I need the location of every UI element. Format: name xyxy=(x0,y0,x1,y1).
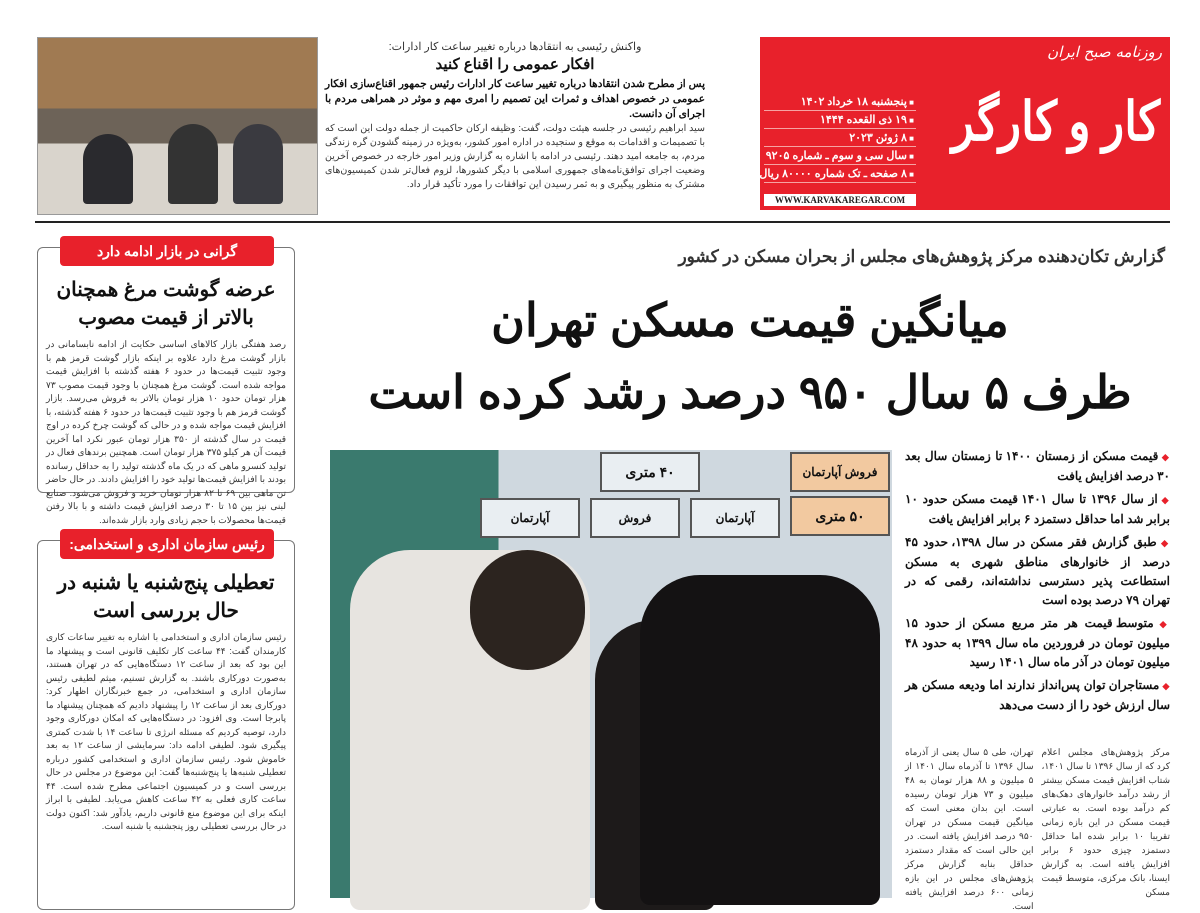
newspaper-logo: کار و کارگر xyxy=(951,92,1160,152)
top-story xyxy=(325,40,705,216)
chicken-price-story xyxy=(37,243,295,525)
body-column: مرکز پژوهش‌های مجلس اعلام کرد که از سال ۱۳۹۶ تا سال ۱۴۰۱، شتاب افزایش قیمت مسکن بیشتر از رشد درآمد خانوارهای دهک‌های کم درآمد بوده است. به عبارتی قیمت مسکن در این بازه زمانی تقریبا ۱۰ برابر شده اما حداقل دستمزد چیزی حدود ۶ برابر افزایش یافته است. به گزارش ایسنا، بانک مرکزی، متوسط قیمت مسکن xyxy=(1041,747,1170,897)
weekend-closure-story xyxy=(37,536,295,910)
story-badge: رئیس سازمان اداری و استخدامی: xyxy=(60,529,274,559)
photo-sign: آپارتمان xyxy=(480,498,580,538)
masthead-tagline: روزنامه صبح ایران xyxy=(1047,43,1162,61)
headline-line: میانگین قیمت مسکن تهران xyxy=(491,294,1009,346)
issue-price: ■ ۸ صفحه ـ تک شماره ۸۰۰۰۰ ریال xyxy=(764,165,916,183)
headline-line: ظرف ۵ سال ۹۵۰ درصد رشد کرده است xyxy=(368,366,1132,418)
website-url[interactable]: WWW.KARVAKAREGAR.COM xyxy=(764,194,916,206)
main-kicker: گزارش تکان‌دهنده مرکز پژوهش‌های مجلس از بحران مسکن در کشور xyxy=(678,247,1165,266)
story-body: رئیس سازمان اداری و استخدامی با اشاره به تغییر ساعات کاری کارمندان گفت: ۴۴ ساعت کار تکلیف قانونی است و پیشنهاد ما این بود که بعد از ساعت ۱۲ دستگاه‌هایی که در تهران هستند، به‌صورت دورکاری باشند. به گزارش تسنیم، میثم لطیفی رئیس سازمان اداری و استخدامی، در جمع خبرنگاران اظهار کرد: دورکاری بعد از ساعت ۱۲ را پیشنهاد دادیم که همچنان پیشنهاد ما پابرجا است. وی افزود: در دستگاه‌هایی که امکان دورکاری وجود دارد، توصیه کردیم که مسئله انرژی تا ساعت ۱۴ با شدت کمتری پیگیری شود. لطیفی ادامه داد: سرمایشی از ساعت ۱۲ به بعد خاموش شود. رئیس سازمان اداری و استخدامی کشور درباره تعطیلی شنبه‌ها یا پنج‌شنبه‌ها گفت: این موضوع در مجلس در حال بررسی است و در کمیسیون اجتماعی مطرح شده است. ۴۴ ساعت کاری فعلی به ۴۲ ساعت کاهش می‌یابد. لطیفی با ابراز اینکه برای این موضوع منع قانونی داریم، یادآور شد: اکنون دولت در حال بررسی تعطیلی روز پنجشنبه یا شنبه است. xyxy=(46,632,287,831)
divider xyxy=(35,221,1170,223)
person-figure xyxy=(168,124,218,204)
main-story-body xyxy=(905,745,1170,911)
man-head xyxy=(470,550,585,670)
issue-date-persian: ■ پنجشنبه ۱۸ خرداد ۱۴۰۲ xyxy=(764,93,916,111)
key-point: ◆ متوسط قیمت هر متر مربع مسکن از حدود ۱۵ میلیون تومان در فروردین ماه سال ۱۳۹۹ به حدود ۴۸ میلیون تومان در آذر ماه سال ۱۴۰۱ رسید xyxy=(905,614,1170,672)
person-figure xyxy=(233,124,283,204)
story-body: رصد هفتگی بازار کالاهای اساسی حکایت از ادامه نابسامانی در بازار گوشت مرغ دارد علاوه بر اینکه بازار گوشت قرمز هم با وجود تثبیت قیمت‌ها در حدود ۶ هفته گذشته با افزایش قیمت مواجه شده است. گوشت مرغ همچنان با وجود قیمت مصوب ۷۳ هزار تومان حدود ۱۰ هزار تومان بالاتر به فروش می‌رسد. بازار گوشت قرمز هم با وجود تثبیت قیمت‌ها در حدود ۶ هفته گذشته، با افزایش قیمت مواجه شده و در حالی که گوشت چرخ کرده در اوج قیمت در سال گذشته از ۳۵۰ هزار تومان عبور نکرد اما آخرین قیمت آن هر کیلو ۳۷۵ هزار تومان است. همچنین برندهای فعال در تولید کنسرو ماهی که در یک ماه گذشته تولید را به حداقل رسانده بودند با افزایش قیمت‌ها تولید خود را افزایش دادند. در حال حاضر تن ماهی بین ۶۹ تا ۸۲ هزار تومان خرید و فروش می‌شود. صنایع لبنی نیز بین ۱۵ تا ۳۰ درصد افزایش قیمت داشته و با بالا رفتن قیمت‌ها محصولات با حجم زیادی وارد بازار شده‌اند. xyxy=(46,339,287,525)
photo-sign: فروش آپارتمان xyxy=(790,452,890,492)
photo-sign: آپارتمان xyxy=(690,498,780,538)
issue-number: ■ سال سی و سوم ـ شماره ۹۲۰۵ xyxy=(764,147,916,165)
story-badge: گرانی در بازار ادامه دارد xyxy=(60,236,274,266)
key-points xyxy=(905,447,1170,719)
key-point: ◆ از سال ۱۳۹۶ تا سال ۱۴۰۱ قیمت مسکن حدود ۱۰ برابر شد اما حداقل دستمزد ۶ برابر افزایش یافت xyxy=(905,490,1170,529)
key-point: ◆ طبق گزارش فقر مسکن در سال ۱۳۹۸، حدود ۴۵ درصد از خانوارهای مناطق شهری به مسکن استطاعت پذیر دسترسی نداشته‌اند، رقمی که در تهران ۷۹ درصد بوده است xyxy=(905,533,1170,610)
masthead xyxy=(760,37,1170,210)
photo-sign: ۴۰ متری xyxy=(600,452,700,492)
story-title[interactable]: تعطیلی پنج‌شنبه یا شنبه در حال بررسی است xyxy=(57,572,275,622)
top-story-body: سید ابراهیم رئیسی در جلسه هیئت دولت، گفت: وظیفه ارکان حاکمیت از جمله دولت این است که با تصمیمات و اقدامات به موقع و سنجیده در اداره امور کشور، به‌ویژه در زمینه گشودن گره زندگی مردم، به جامعه امید دهند. رئیسی در ادامه با اشاره به گزارش وزیر امور خارجه در خصوص آخرین وضعیت اجرای توافق‌نامه‌های جمهوری اسلامی با دیگر کشورها، لزوم فعال‌تر شدن کمیسیون‌های مشترک به منظور پیگیری و به ثمر رسیدن این توافقات را مورد تأکید قرار داد. xyxy=(325,123,705,190)
issue-info xyxy=(759,93,916,183)
cabinet-meeting-photo xyxy=(37,37,318,215)
key-point: ◆ مستاجران توان پس‌انداز ندارند اما ودیعه مسکن هر سال ارزش خود را از دست می‌دهد xyxy=(905,676,1170,715)
top-story-title[interactable]: افکار عمومی را اقناع کنید xyxy=(435,56,595,73)
real-estate-window-photo xyxy=(330,450,892,898)
body-column: تهران، طی ۵ سال یعنی از آذرماه سال ۱۳۹۶ تا آذرماه سال ۱۴۰۱ از ۵ میلیون و ۸۸ هزار تومان به ۴۸ میلیون و ۷۳ هزار تومان رسیده است. این بدان معنی است که میانگین قیمت مسکن در تهران ۹۵۰ درصد افزایش یافته است. در این حالی است که مقدار دستمزد حداقل بنابه گزارش مرکز پژوهش‌های مجلس در این بازه زمانی ۶۰۰ درصد افزایش یافته است. xyxy=(905,747,1034,911)
top-story-lead: پس از مطرح شدن انتقادها درباره تغییر ساعت کار ادارات رئیس جمهور اقناع‌سازی افکار عمومی در خصوص اهداف و ثمرات این تصمیم را امری مهم و موثر در همراهی مردم با اجرای آن دانست. xyxy=(325,78,705,120)
top-story-kicker: واکنش رئیسی به انتقادها درباره تغییر ساعت کار ادارات: xyxy=(388,41,642,53)
photo-sign: ۵۰ متری xyxy=(790,496,890,536)
key-point: ◆ قیمت مسکن از زمستان ۱۴۰۰ تا زمستان سال بعد ۳۰ درصد افزایش یافت xyxy=(905,447,1170,486)
main-headline[interactable] xyxy=(330,284,1170,428)
photo-sign: فروش xyxy=(590,498,680,538)
issue-date-gregorian: ■ ۸ ژوئن ۲۰۲۳ xyxy=(764,129,916,147)
story-title[interactable]: عرضه گوشت مرغ همچنان بالاتر از قیمت مصوب xyxy=(56,279,276,329)
person-figure xyxy=(83,134,133,204)
issue-date-hijri: ■ ۱۹ ذی القعده ۱۴۴۴ xyxy=(764,111,916,129)
woman-figure xyxy=(640,575,880,905)
